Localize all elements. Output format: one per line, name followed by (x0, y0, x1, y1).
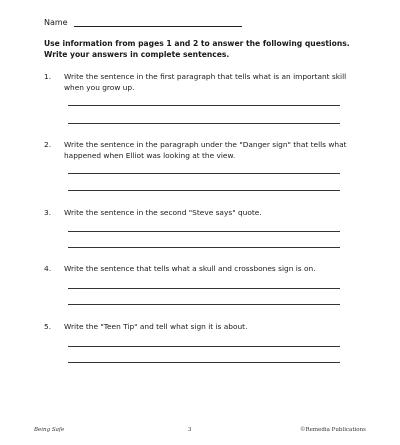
answer-line[interactable] (68, 304, 340, 305)
answer-line[interactable] (68, 173, 340, 174)
answer-line[interactable] (68, 247, 340, 248)
instructions: Use information from pages 1 and 2 to answer the following questions. Write your answers in complete sentences. (44, 39, 350, 59)
question-text: Write the sentence in the paragraph under the "Danger sign" that tells what happened when Elliot was looking at the view. (64, 140, 347, 160)
footer-publisher: ©Remedia Publications (300, 427, 366, 433)
answer-line[interactable] (68, 288, 340, 289)
footer-book-title: Being Safe (34, 427, 65, 433)
answer-line[interactable] (68, 105, 340, 106)
question-text: Write the sentence in the first paragraph that tells what is an important skill when you grow up. (64, 72, 347, 92)
answer-line[interactable] (68, 123, 340, 124)
name-row (44, 17, 242, 27)
footer-page-number: 3 (188, 427, 192, 433)
question-text: Write the sentence that tells what a skull and crossbones sign is on. (64, 264, 316, 273)
question-number: 2. (44, 140, 52, 149)
question-text: Write the sentence in the second "Steve says" quote. (64, 208, 262, 217)
question-number: 3. (44, 208, 52, 217)
name-input-line[interactable] (74, 17, 242, 27)
question-number: 1. (44, 72, 52, 81)
answer-line[interactable] (68, 190, 340, 191)
answer-line[interactable] (68, 231, 340, 232)
answer-line[interactable] (68, 346, 340, 347)
answer-line[interactable] (68, 362, 340, 363)
name-label: Name (44, 18, 68, 27)
question-text: Write the "Teen Tip" and tell what sign it is about. (64, 322, 248, 331)
question-number: 4. (44, 264, 52, 273)
question-number: 5. (44, 322, 52, 331)
